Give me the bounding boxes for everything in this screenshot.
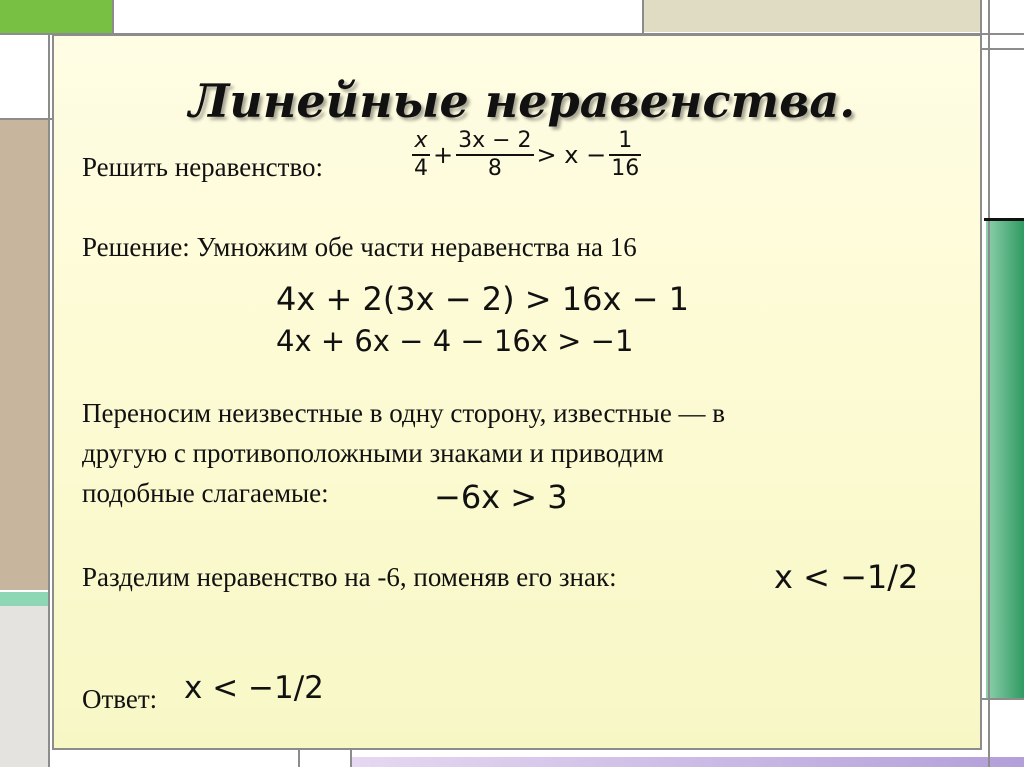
bottom-gradient-strip [352, 757, 1024, 767]
fraction-numerator: 1 [618, 128, 633, 153]
frame-line [48, 33, 50, 767]
step-2-equation: 4x + 6x − 4 − 16x > −1 [276, 324, 634, 358]
answer-label: Ответ: [82, 684, 158, 714]
divide-line: Разделим неравенство на -6, поменяв его знак: [82, 562, 617, 592]
fraction-denominator: 4 [414, 156, 428, 181]
gray-block-bottom-left [0, 606, 48, 767]
fraction-1-over-16 [609, 128, 641, 182]
green-bar-right [986, 220, 1024, 700]
fraction-3x-2-over-8 [456, 128, 533, 182]
green-accent-block [0, 0, 112, 33]
fraction-x-over-4 [412, 128, 430, 182]
brown-block-left [0, 120, 48, 590]
tan-block-top-right [642, 0, 980, 32]
inequality-rhs: > x − [536, 141, 607, 169]
divide-result: x < −1/2 [774, 558, 919, 596]
teal-bar-left [0, 592, 48, 606]
transfer-line-2: другую с противоположными знаками и приводим [82, 438, 664, 468]
frame-line [350, 750, 352, 767]
plus-sign: + [433, 141, 454, 169]
answer-value: x < −1/2 [184, 670, 324, 706]
frame-line [984, 218, 1024, 221]
fraction-numerator: x [414, 128, 428, 153]
slide-title: Линейные неравенства. [188, 74, 856, 128]
fraction-denominator: 8 [487, 156, 502, 181]
solution-line: Решение: Умножим обе части неравенства на 16 [82, 232, 637, 262]
step-3-equation: −6x > 3 [434, 478, 568, 516]
problem-inequality [412, 128, 641, 182]
problem-label: Решить неравенство: [82, 152, 324, 182]
transfer-line-3: подобные слагаемые: [82, 478, 329, 508]
frame-line [112, 0, 114, 36]
transfer-line-1: Переносим неизвестные в одну сторону, известные — в [82, 398, 726, 428]
fraction-denominator: 16 [611, 156, 640, 181]
step-1-equation: 4x + 2(3x − 2) > 16x − 1 [276, 280, 689, 318]
fraction-numerator: 3x − 2 [458, 128, 532, 153]
